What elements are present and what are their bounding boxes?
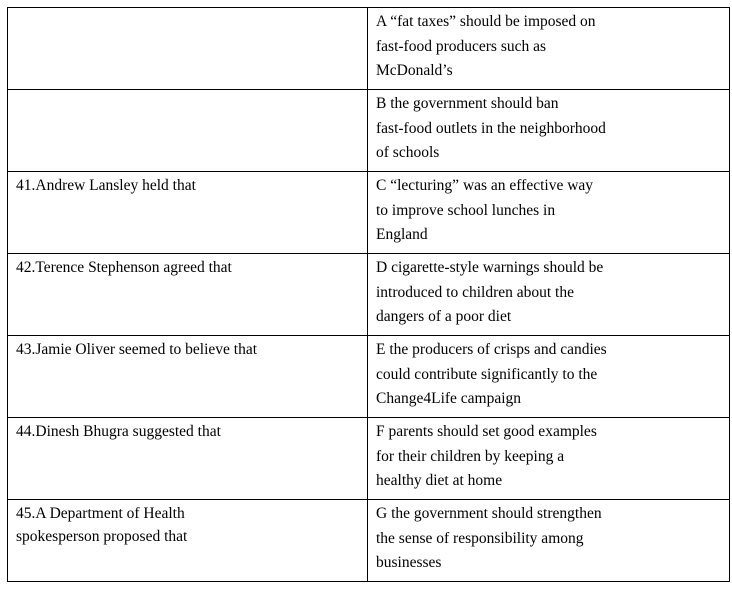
table-row [8, 418, 730, 500]
statement-cell [8, 500, 368, 582]
matching-table [7, 7, 730, 582]
option-cell [368, 90, 730, 172]
option-cell [368, 254, 730, 336]
option-cell [368, 8, 730, 90]
option-cell [368, 336, 730, 418]
statement-text-43: 43.Jamie Oliver seemed to believe that [16, 341, 258, 358]
option-cell [368, 500, 730, 582]
option-text-e: E the producers of crisps and candies could contribute significantly to the Change4Life campaign [376, 341, 607, 407]
statement-cell [8, 90, 368, 172]
option-text-b: B the government should ban fast-food outlets in the neighborhood of schools [376, 95, 606, 161]
statement-text-45: 45.A Department of Health spokesperson proposed that [16, 505, 188, 545]
statement-text [8, 8, 367, 10]
statement-text [8, 90, 367, 92]
statement-cell [8, 336, 368, 418]
table-row [8, 254, 730, 336]
table-row [8, 172, 730, 254]
statement-text-44: 44.Dinesh Bhugra suggested that [16, 423, 221, 440]
option-text-g: G the government should strengthen the sense of responsibility among businesses [376, 505, 602, 571]
option-text-a: A “fat taxes” should be imposed on fast-food producers such as McDonald’s [376, 13, 596, 79]
table-row [8, 336, 730, 418]
table-row [8, 8, 730, 90]
table-row [8, 90, 730, 172]
option-text-f: F parents should set good examples for their children by keeping a healthy diet at home [376, 423, 597, 489]
statement-cell [8, 254, 368, 336]
option-text-d: D cigarette-style warnings should be introduced to children about the dangers of a poor diet [376, 259, 604, 325]
option-text-c: C “lecturing” was an effective way to improve school lunches in England [376, 177, 594, 243]
statement-text-41: 41.Andrew Lansley held that [16, 177, 196, 194]
statement-cell [8, 172, 368, 254]
statement-cell [8, 8, 368, 90]
table-row [8, 500, 730, 582]
option-cell [368, 418, 730, 500]
option-cell [368, 172, 730, 254]
statement-text-42: 42.Terence Stephenson agreed that [16, 259, 232, 276]
statement-cell [8, 418, 368, 500]
